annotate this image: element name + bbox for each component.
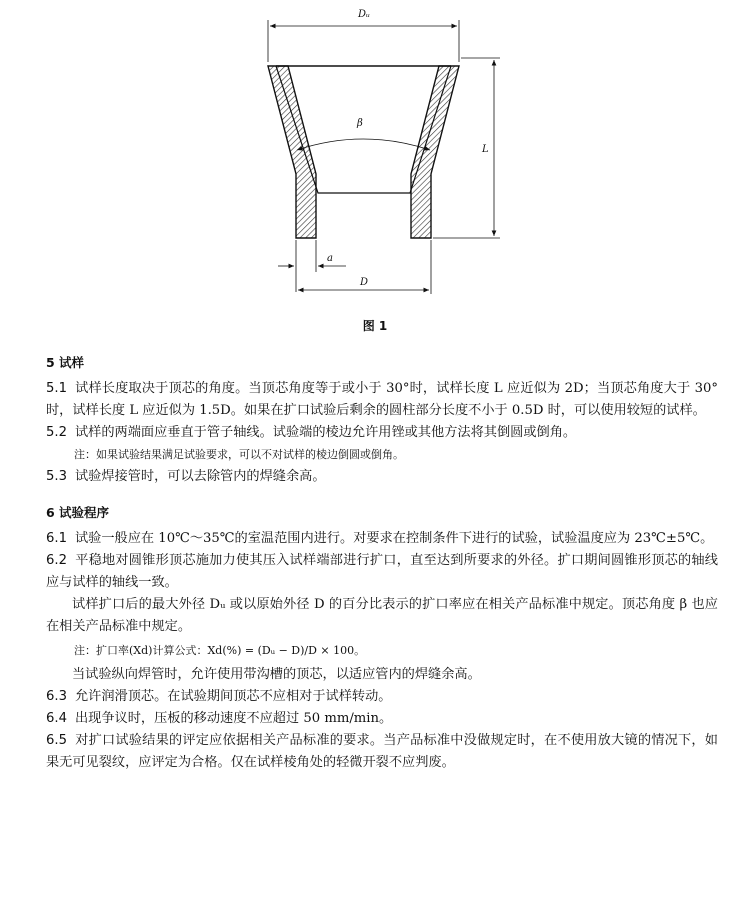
angle-beta-label: β: [357, 118, 363, 129]
clause-paragraph: [46, 528, 718, 550]
document-body: [46, 352, 718, 774]
clause-text: 试样长度取决于顶芯的角度。当顶芯角度等于或小于 30°时，试样长度 L 应近似为 2D；当顶芯角度大于 30°时，试样长度 L 应近似为 1.5D。如果在扩口试验后剩余的圆柱部分长度不小于 0.5D 时，可以使用较短的试样。: [46, 381, 718, 418]
clause-paragraph: [46, 686, 718, 708]
section-gap: [46, 488, 718, 502]
section-heading: 5 试样: [46, 355, 85, 370]
clause-number: 5.2: [46, 425, 67, 440]
left-wall-section: [268, 66, 316, 238]
clause-number: 6.2: [46, 553, 67, 568]
wall-thickness-dimension: [278, 240, 346, 292]
diameter-label: D: [360, 277, 369, 288]
clause-number: 6.1: [46, 531, 67, 546]
length-label: L: [482, 144, 489, 155]
clause-text: 试样的两端面应垂直于管子轴线。试验端的棱边允许用锉或其他方法将其倒圆或倒角。: [74, 425, 577, 440]
formula-note: 注：扩口率(Xd)计算公式：Xd(%) = (Dᵤ − D)/D × 100。: [74, 644, 366, 657]
clause-number: 6.5: [46, 733, 67, 748]
clause-number: 5.3: [46, 469, 67, 484]
clause-number: 6.4: [46, 711, 67, 726]
clause-paragraph: [46, 422, 718, 444]
clause-text: 允许润滑顶芯。在试验期间顶芯不应相对于试样转动。: [74, 689, 392, 704]
clause-number: 5.1: [46, 381, 67, 396]
flaring-test-figure: [0, 0, 750, 320]
outer-diameter-label: Dᵤ: [358, 9, 371, 20]
diameter-dimension: [298, 240, 431, 294]
clause-paragraph: [46, 550, 718, 594]
clause-text: 出现争议时，压板的移动速度不应超过 50 mm/min。: [74, 711, 393, 726]
clause-text: 试验一般应在 10℃～35℃的室温范围内进行。对要求在控制条件下进行的试验，试验温度应为 23℃±5℃。: [74, 531, 714, 546]
clause-number: 6.3: [46, 689, 67, 704]
figure-caption: 图 1: [362, 319, 388, 333]
clause-paragraph: [46, 708, 718, 730]
clause-text: 平稳地对圆锥形顶芯施加力使其压入试样端部进行扩口，直至达到所要求的外径。扩口期间圆锥形顶芯的轴线应与试样的轴线一致。: [46, 553, 718, 590]
clause-paragraph: [46, 378, 718, 422]
clause-text: 试验焊接管时，可以去除管内的焊缝余高。: [74, 469, 326, 484]
clause-text: 对扩口试验结果的评定应依据相关产品标准的要求。当产品标准中没做规定时，在不使用放大镜的情况下，如果无可见裂纹，应评定为合格。仅在试样棱角处的轻微开裂不应判废。: [46, 733, 718, 770]
note-text: 注：如果试验结果满足试验要求，可以不对试样的棱边倒圆或倒角。: [74, 448, 404, 461]
right-wall-section: [411, 66, 459, 238]
indented-paragraph: 当试验纵向焊管时，允许使用带沟槽的顶芯，以适应管内的焊缝余高。: [72, 667, 481, 682]
section-heading: 6 试验程序: [46, 505, 110, 520]
wall-thickness-label: a: [327, 253, 333, 264]
clause-paragraph: [46, 466, 718, 488]
clause-paragraph: [46, 730, 718, 774]
outer-diameter-dimension: [268, 9, 459, 62]
angle-beta: [297, 118, 430, 150]
indented-paragraph: 试样扩口后的最大外径 Dᵤ 或以原始外径 D 的百分比表示的扩口率应在相关产品标准中规定。顶芯角度 β 也应在相关产品标准中规定。: [46, 597, 718, 634]
